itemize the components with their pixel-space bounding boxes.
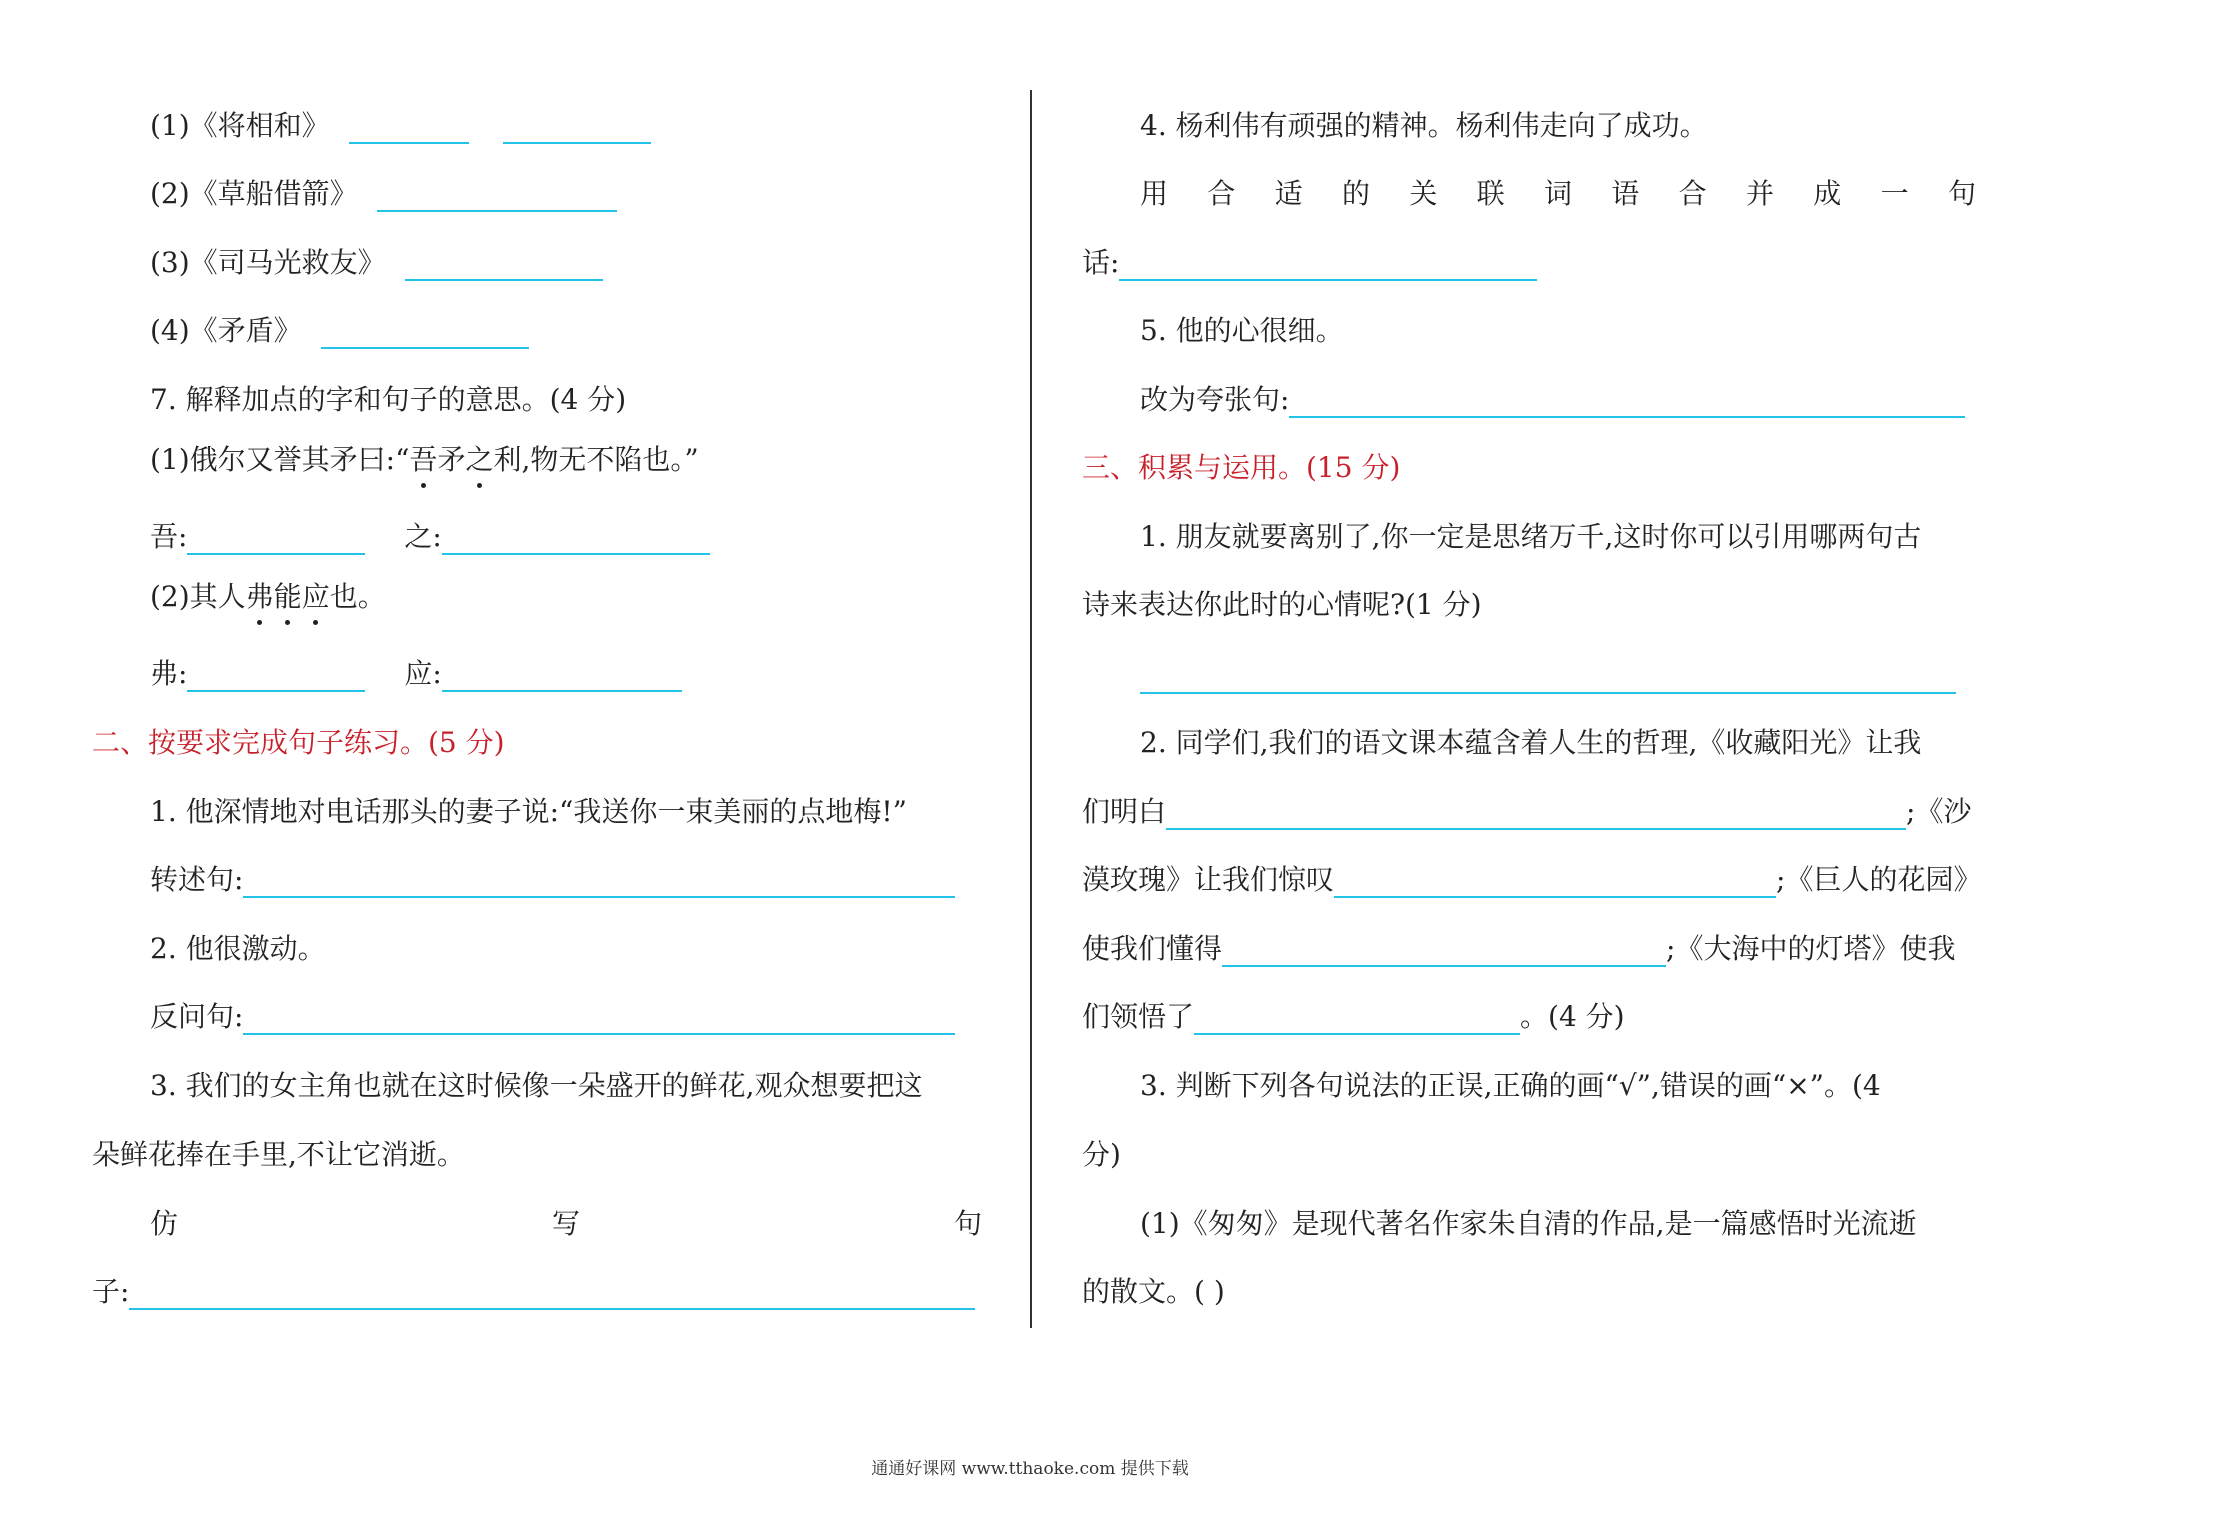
- s2-q4-spread-line: 用 合 适 的 关 联 词 语 合 并 成 一 句: [1140, 177, 1976, 210]
- s3-q2-line4: 使我们懂得 ;《大海中的灯塔》使我: [1082, 932, 1956, 965]
- s2-q2-answer: 反问句:: [150, 999, 955, 1035]
- answer-blank[interactable]: [1194, 1003, 1520, 1035]
- s3-q3-1-line1: (1)《匆匆》是现代著名作家朱自清的作品,是一篇感悟时光流逝: [1140, 1207, 1917, 1240]
- s2-q4: 4. 杨利伟有顽强的精神。杨利伟走向了成功。: [1140, 109, 1708, 142]
- s3-q2-line2: 们明白 ;《沙: [1082, 795, 1972, 828]
- answer-blank[interactable]: [243, 1003, 955, 1035]
- answer-blank[interactable]: [187, 660, 365, 692]
- answer-blank[interactable]: [243, 866, 955, 898]
- answer-blank[interactable]: [1289, 386, 1965, 418]
- s3-q1-line2: 诗来表达你此时的心情呢?(1 分): [1082, 588, 1482, 621]
- answer-blank[interactable]: [129, 1278, 975, 1310]
- s2-q3-line2: 朵鲜花捧在手里,不让它消逝。: [92, 1138, 465, 1171]
- dotted-char: 之: [465, 443, 494, 476]
- s3-q3-line1: 3. 判断下列各句说法的正误,正确的画“√”,错误的画“×”。(4: [1140, 1069, 1881, 1102]
- answer-blank[interactable]: [503, 112, 651, 144]
- answer-blank[interactable]: [377, 180, 617, 212]
- s3-q1-line1: 1. 朋友就要离别了,你一定是思绪万千,这时你可以引用哪两句古: [1140, 520, 1922, 553]
- answer-blank[interactable]: [442, 523, 710, 555]
- s2-q3-spread-line: 仿 写 句: [150, 1207, 982, 1240]
- answer-blank[interactable]: [1222, 935, 1666, 967]
- answer-blank[interactable]: [405, 249, 603, 281]
- answer-blank[interactable]: [321, 317, 529, 349]
- q6-item-4: [150, 313, 529, 349]
- q6-item-3: [150, 245, 603, 281]
- dotted-char: 弗: [245, 580, 274, 613]
- q7-1-sentence: (1)俄尔又誉其矛曰:“吾矛之利,物无不陷也。”: [150, 443, 699, 476]
- dotted-char: 吾: [409, 443, 438, 476]
- q6-item-1: [150, 108, 651, 144]
- q7-title: 7. 解释加点的字和句子的意思。(4 分): [150, 383, 627, 416]
- page-footer: 通通好课网 www.tthaoke.com 提供下载: [871, 1459, 1189, 1479]
- q6-item-4-label: (4)《矛盾》: [150, 314, 302, 347]
- q7-2-sentence: (2)其人弗能应也。: [150, 580, 386, 613]
- section-2-title: 二、按要求完成句子练习。(5 分): [92, 726, 505, 759]
- q6-item-1-label: (1)《将相和》: [150, 109, 330, 142]
- s2-q1-answer: 转述句:: [150, 862, 955, 898]
- answer-blank[interactable]: [1334, 866, 1776, 898]
- q7-1-answers: 吾: 之:: [150, 519, 710, 555]
- answer-blank[interactable]: [187, 523, 365, 555]
- answer-blank[interactable]: [1140, 662, 1956, 694]
- dotted-char: 能: [273, 580, 302, 613]
- s2-q3-line1: 3. 我们的女主角也就在这时候像一朵盛开的鲜花,观众想要把这: [150, 1069, 923, 1102]
- s2-q3-answer: 子:: [92, 1274, 975, 1310]
- answer-blank[interactable]: [442, 660, 682, 692]
- s3-q3-line2: 分): [1082, 1138, 1121, 1171]
- answer-blank[interactable]: [1119, 249, 1537, 281]
- q6-item-2: [150, 176, 617, 212]
- s2-q2: 2. 他很激动。: [150, 932, 326, 965]
- s3-q2-line5: 们领悟了 。(4 分): [1082, 1000, 1625, 1033]
- s2-q1: 1. 他深情地对电话那头的妻子说:“我送你一束美丽的点地梅!”: [150, 795, 907, 828]
- s2-q5: 5. 他的心很细。: [1140, 314, 1344, 347]
- s2-q5-answer: 改为夸张句:: [1140, 382, 1965, 418]
- column-divider: [1030, 90, 1032, 1328]
- s2-q4-answer: 话:: [1082, 245, 1537, 281]
- section-3-title: 三、积累与运用。(15 分): [1082, 451, 1401, 484]
- dotted-char: 应: [301, 580, 330, 613]
- answer-blank[interactable]: [349, 112, 469, 144]
- q6-item-2-label: (2)《草船借箭》: [150, 177, 358, 210]
- s3-q2-line1: 2. 同学们,我们的语文课本蕴含着人生的哲理,《收藏阳光》让我: [1140, 726, 1922, 759]
- s3-q2-line3: 漠玫瑰》让我们惊叹 ;《巨人的花园》: [1082, 863, 1982, 896]
- s3-q3-1-line2: 的散文。( ): [1082, 1275, 1225, 1308]
- q7-2-answers: 弗: 应:: [150, 656, 682, 692]
- answer-blank[interactable]: [1166, 798, 1906, 830]
- q6-item-3-label: (3)《司马光救友》: [150, 246, 386, 279]
